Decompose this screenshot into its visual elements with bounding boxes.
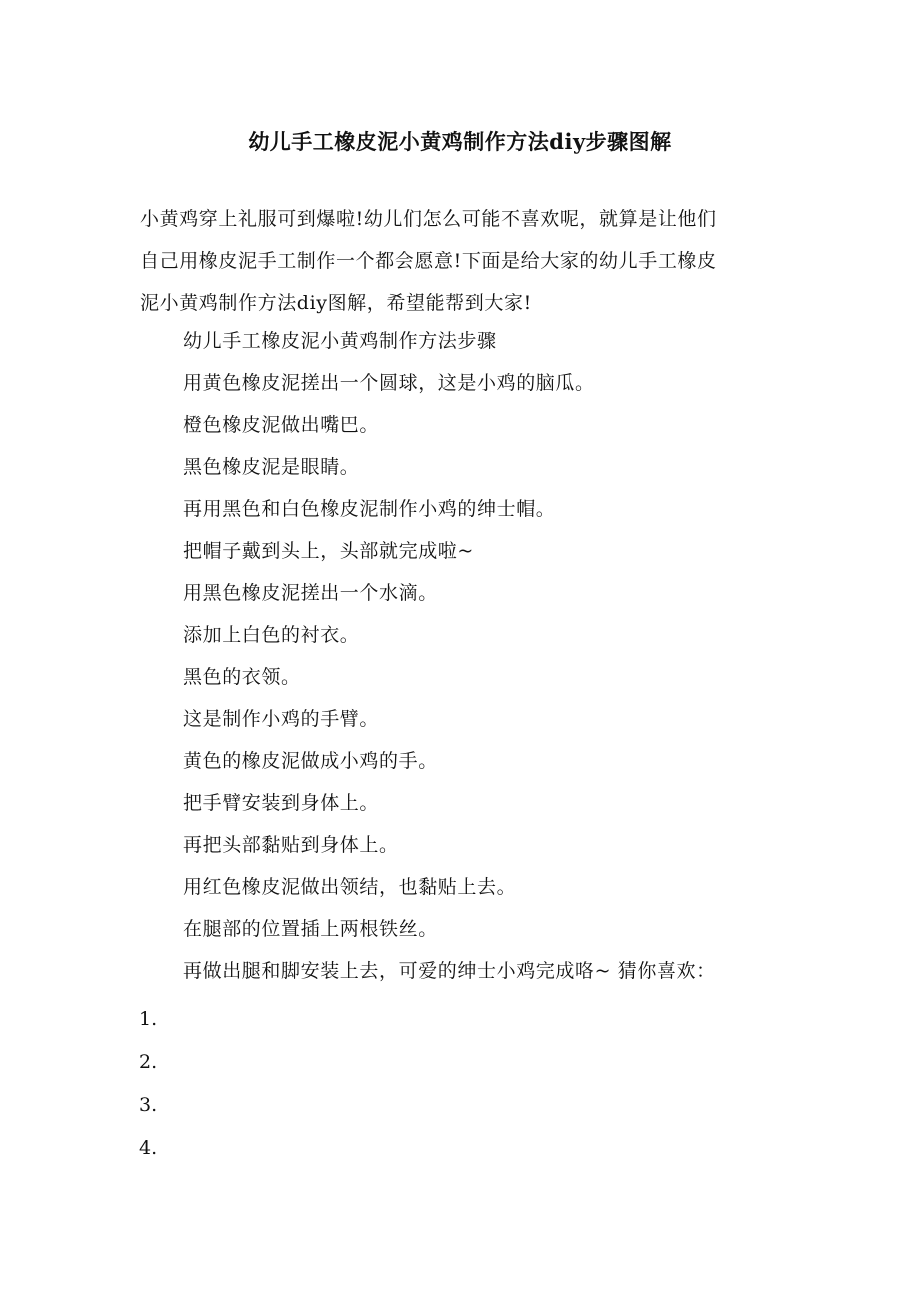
step-item: 再把头部黏贴到身体上。 — [183, 834, 399, 856]
numbered-list — [139, 998, 157, 1170]
step-item: 再用黑色和白色橡皮泥制作小鸡的绅士帽。 — [183, 498, 556, 520]
step-item: 用黑色橡皮泥搓出一个水滴。 — [183, 582, 438, 604]
intro-line: 小黄鸡穿上礼服可到爆啦!幼儿们怎么可能不喜欢呢，就算是让他们 — [140, 208, 717, 230]
step-item: 用红色橡皮泥做出领结，也黏贴上去。 — [183, 876, 517, 898]
step-item: 再做出腿和脚安装上去，可爱的绅士小鸡完成咯~ 猜你喜欢： — [183, 960, 716, 982]
step-heading: 幼儿手工橡皮泥小黄鸡制作方法步骤 — [183, 330, 497, 352]
document-title: 幼儿手工橡皮泥小黄鸡制作方法diy步骤图解 — [248, 129, 672, 155]
intro-paragraph — [140, 198, 790, 324]
intro-line: 自己用橡皮泥手工制作一个都会愿意!下面是给大家的幼儿手工橡皮 — [140, 250, 717, 272]
step-item: 添加上白色的衬衣。 — [183, 624, 360, 646]
steps-list — [183, 320, 803, 992]
step-item: 在腿部的位置插上两根铁丝。 — [183, 918, 438, 940]
step-item: 把手臂安装到身体上。 — [183, 792, 380, 814]
numbered-list-item: 3. — [139, 1094, 158, 1116]
step-item: 黑色的衣领。 — [183, 666, 301, 688]
step-item: 这是制作小鸡的手臂。 — [183, 708, 380, 730]
intro-line: 泥小黄鸡制作方法diy图解，希望能帮到大家! — [140, 292, 532, 314]
numbered-list-item: 2. — [139, 1051, 158, 1073]
step-item: 把帽子戴到头上，头部就完成啦~ — [183, 540, 474, 562]
step-item: 黑色橡皮泥是眼睛。 — [183, 456, 360, 478]
step-item: 用黄色橡皮泥搓出一个圆球，这是小鸡的脑瓜。 — [183, 372, 595, 394]
numbered-list-item: 4. — [139, 1137, 158, 1159]
numbered-list-item: 1. — [139, 1008, 158, 1030]
step-item: 黄色的橡皮泥做成小鸡的手。 — [183, 750, 438, 772]
step-item: 橙色橡皮泥做出嘴巴。 — [183, 414, 380, 436]
